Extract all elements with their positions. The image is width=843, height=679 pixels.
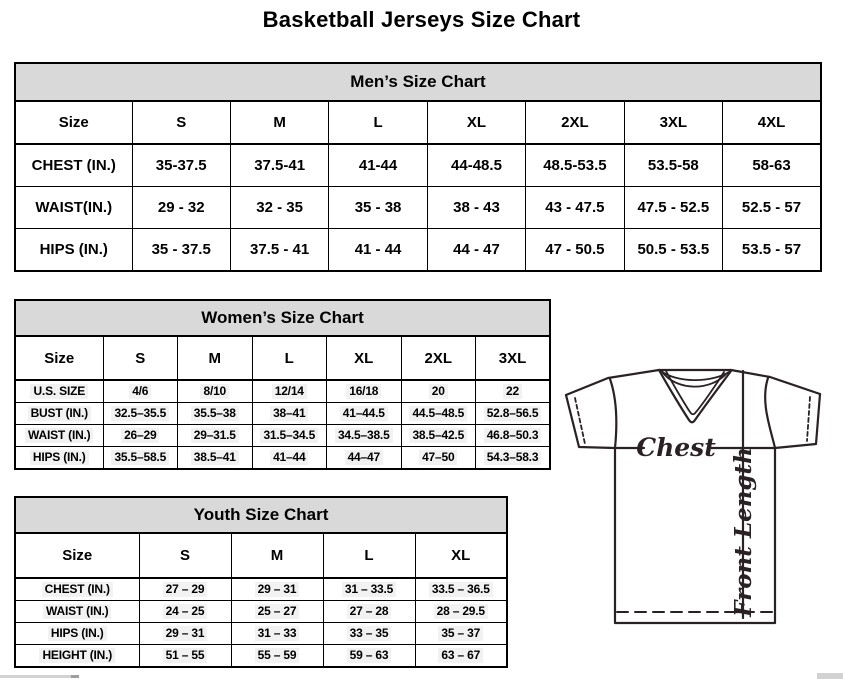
womens-col-2XL: 2XL bbox=[401, 336, 476, 380]
mens-row-1 bbox=[15, 187, 821, 229]
youth-row-1 bbox=[15, 601, 507, 623]
womens-cell-3-5: 54.3–58.3 bbox=[476, 447, 551, 470]
youth-cell-3-0: 51 – 55 bbox=[139, 645, 231, 668]
mens-cell-0-1: 37.5-41 bbox=[230, 144, 328, 187]
womens-cell-0-5: 22 bbox=[476, 380, 551, 403]
mens-cell-1-1: 32 - 35 bbox=[230, 187, 328, 229]
youth-cell-2-3: 35 – 37 bbox=[415, 623, 507, 645]
youth-cell-3-1: 55 – 59 bbox=[231, 645, 323, 668]
mens-col-4XL: 4XL bbox=[723, 101, 821, 144]
womens-cell-2-0: 26–29 bbox=[103, 425, 178, 447]
youth-cell-0-2: 31 – 33.5 bbox=[323, 578, 415, 601]
womens-col-XL: XL bbox=[327, 336, 402, 380]
womens-cell-3-4: 47–50 bbox=[401, 447, 476, 470]
womens-cell-2-4: 38.5–42.5 bbox=[401, 425, 476, 447]
youth-row-0 bbox=[15, 578, 507, 601]
youth-col-S: S bbox=[139, 533, 231, 578]
youth-header-row bbox=[15, 533, 507, 578]
youth-chart-title: Youth Size Chart bbox=[14, 496, 508, 534]
mens-row-2 bbox=[15, 229, 821, 272]
youth-col-XL: XL bbox=[415, 533, 507, 578]
womens-cell-0-1: 8/10 bbox=[178, 380, 253, 403]
youth-cell-2-1: 31 – 33 bbox=[231, 623, 323, 645]
womens-cell-1-5: 52.8–56.5 bbox=[476, 403, 551, 425]
horizontal-scrollbar-track[interactable] bbox=[0, 675, 71, 678]
youth-cell-1-2: 27 – 28 bbox=[323, 601, 415, 623]
youth-row-label-2: HIPS (IN.) bbox=[15, 623, 139, 645]
womens-col-L: L bbox=[252, 336, 327, 380]
youth-cell-3-3: 63 – 67 bbox=[415, 645, 507, 668]
mens-row-label-2: HIPS (IN.) bbox=[15, 229, 132, 272]
womens-size-header: Size bbox=[15, 336, 103, 380]
horizontal-scrollbar-thumb[interactable] bbox=[71, 675, 79, 678]
mens-col-XL: XL bbox=[427, 101, 525, 144]
mens-cell-2-1: 37.5 - 41 bbox=[230, 229, 328, 272]
womens-cell-3-3: 44–47 bbox=[327, 447, 402, 470]
mens-cell-2-3: 44 - 47 bbox=[427, 229, 525, 272]
scrollbar-corner-fragment[interactable] bbox=[817, 673, 843, 679]
womens-cell-2-2: 31.5–34.5 bbox=[252, 425, 327, 447]
mens-row-label-1: WAIST(IN.) bbox=[15, 187, 132, 229]
mens-cell-0-0: 35-37.5 bbox=[132, 144, 230, 187]
mens-cell-0-5: 53.5-58 bbox=[624, 144, 722, 187]
womens-cell-3-2: 41–44 bbox=[252, 447, 327, 470]
youth-cell-0-0: 27 – 29 bbox=[139, 578, 231, 601]
page-title: Basketball Jerseys Size Chart bbox=[262, 7, 581, 32]
womens-row-1 bbox=[15, 403, 550, 425]
youth-size-chart-section bbox=[14, 496, 508, 668]
mens-cell-2-6: 53.5 - 57 bbox=[723, 229, 821, 272]
womens-cell-0-2: 12/14 bbox=[252, 380, 327, 403]
youth-cell-3-2: 59 – 63 bbox=[323, 645, 415, 668]
mens-row-label-0: CHEST (IN.) bbox=[15, 144, 132, 187]
womens-cell-1-0: 32.5–35.5 bbox=[103, 403, 178, 425]
mens-cell-0-2: 41-44 bbox=[329, 144, 427, 187]
youth-size-header: Size bbox=[15, 533, 139, 578]
youth-row-label-0: CHEST (IN.) bbox=[15, 578, 139, 601]
youth-cell-2-0: 29 – 31 bbox=[139, 623, 231, 645]
womens-col-M: M bbox=[178, 336, 253, 380]
mens-col-2XL: 2XL bbox=[526, 101, 624, 144]
womens-cell-3-1: 38.5–41 bbox=[178, 447, 253, 470]
mens-cell-1-2: 35 - 38 bbox=[329, 187, 427, 229]
youth-row-label-1: WAIST (IN.) bbox=[15, 601, 139, 623]
mens-cell-0-6: 58-63 bbox=[723, 144, 821, 187]
mens-cell-1-6: 52.5 - 57 bbox=[723, 187, 821, 229]
womens-cell-1-2: 38–41 bbox=[252, 403, 327, 425]
womens-row-label-3: HIPS (IN.) bbox=[15, 447, 103, 470]
youth-size-table bbox=[14, 532, 508, 668]
womens-cell-0-0: 4/6 bbox=[103, 380, 178, 403]
mens-cell-0-3: 44-48.5 bbox=[427, 144, 525, 187]
mens-cell-0-4: 48.5-53.5 bbox=[526, 144, 624, 187]
youth-row-label-3: HEIGHT (IN.) bbox=[15, 645, 139, 668]
youth-cell-1-3: 28 – 29.5 bbox=[415, 601, 507, 623]
womens-cell-2-3: 34.5–38.5 bbox=[327, 425, 402, 447]
womens-header-row bbox=[15, 336, 550, 380]
womens-row-label-1: BUST (IN.) bbox=[15, 403, 103, 425]
womens-cell-3-0: 35.5–58.5 bbox=[103, 447, 178, 470]
womens-cell-1-1: 35.5–38 bbox=[178, 403, 253, 425]
youth-cell-1-0: 24 – 25 bbox=[139, 601, 231, 623]
youth-cell-2-2: 33 – 35 bbox=[323, 623, 415, 645]
womens-row-2 bbox=[15, 425, 550, 447]
womens-cell-2-5: 46.8–50.3 bbox=[476, 425, 551, 447]
womens-chart-title: Women’s Size Chart bbox=[14, 299, 551, 337]
mens-row-0 bbox=[15, 144, 821, 187]
mens-cell-2-4: 47 - 50.5 bbox=[526, 229, 624, 272]
womens-size-table bbox=[14, 335, 551, 470]
womens-cell-1-4: 44.5–48.5 bbox=[401, 403, 476, 425]
mens-cell-2-0: 35 - 37.5 bbox=[132, 229, 230, 272]
womens-row-label-0: U.S. SIZE bbox=[15, 380, 103, 403]
mens-header-row bbox=[15, 101, 821, 144]
womens-cell-1-3: 41–44.5 bbox=[327, 403, 402, 425]
womens-row-label-2: WAIST (IN.) bbox=[15, 425, 103, 447]
mens-size-header: Size bbox=[15, 101, 132, 144]
mens-col-3XL: 3XL bbox=[624, 101, 722, 144]
right-cuff-dashed-line bbox=[807, 397, 810, 441]
mens-col-S: S bbox=[132, 101, 230, 144]
jersey-measurement-diagram bbox=[558, 360, 832, 632]
front-length-label: Front Length bbox=[730, 447, 757, 617]
womens-row-3 bbox=[15, 447, 550, 470]
womens-col-3XL: 3XL bbox=[476, 336, 551, 380]
youth-col-M: M bbox=[231, 533, 323, 578]
youth-cell-0-1: 29 – 31 bbox=[231, 578, 323, 601]
youth-row-2 bbox=[15, 623, 507, 645]
mens-cell-1-0: 29 - 32 bbox=[132, 187, 230, 229]
mens-cell-1-5: 47.5 - 52.5 bbox=[624, 187, 722, 229]
womens-col-S: S bbox=[103, 336, 178, 380]
youth-cell-1-1: 25 – 27 bbox=[231, 601, 323, 623]
womens-cell-2-1: 29–31.5 bbox=[178, 425, 253, 447]
chest-label: Chest bbox=[636, 433, 716, 462]
womens-row-0 bbox=[15, 380, 550, 403]
mens-chart-title: Men’s Size Chart bbox=[14, 62, 822, 102]
mens-col-L: L bbox=[329, 101, 427, 144]
womens-size-chart-section bbox=[14, 299, 551, 470]
mens-col-M: M bbox=[230, 101, 328, 144]
mens-size-chart-section bbox=[14, 62, 822, 272]
youth-col-L: L bbox=[323, 533, 415, 578]
mens-size-table bbox=[14, 100, 822, 272]
jersey-outline bbox=[566, 370, 820, 623]
mens-cell-1-3: 38 - 43 bbox=[427, 187, 525, 229]
womens-cell-0-3: 16/18 bbox=[327, 380, 402, 403]
womens-cell-0-4: 20 bbox=[401, 380, 476, 403]
youth-row-3 bbox=[15, 645, 507, 668]
youth-cell-0-3: 33.5 – 36.5 bbox=[415, 578, 507, 601]
mens-cell-1-4: 43 - 47.5 bbox=[526, 187, 624, 229]
mens-cell-2-2: 41 - 44 bbox=[329, 229, 427, 272]
mens-cell-2-5: 50.5 - 53.5 bbox=[624, 229, 722, 272]
